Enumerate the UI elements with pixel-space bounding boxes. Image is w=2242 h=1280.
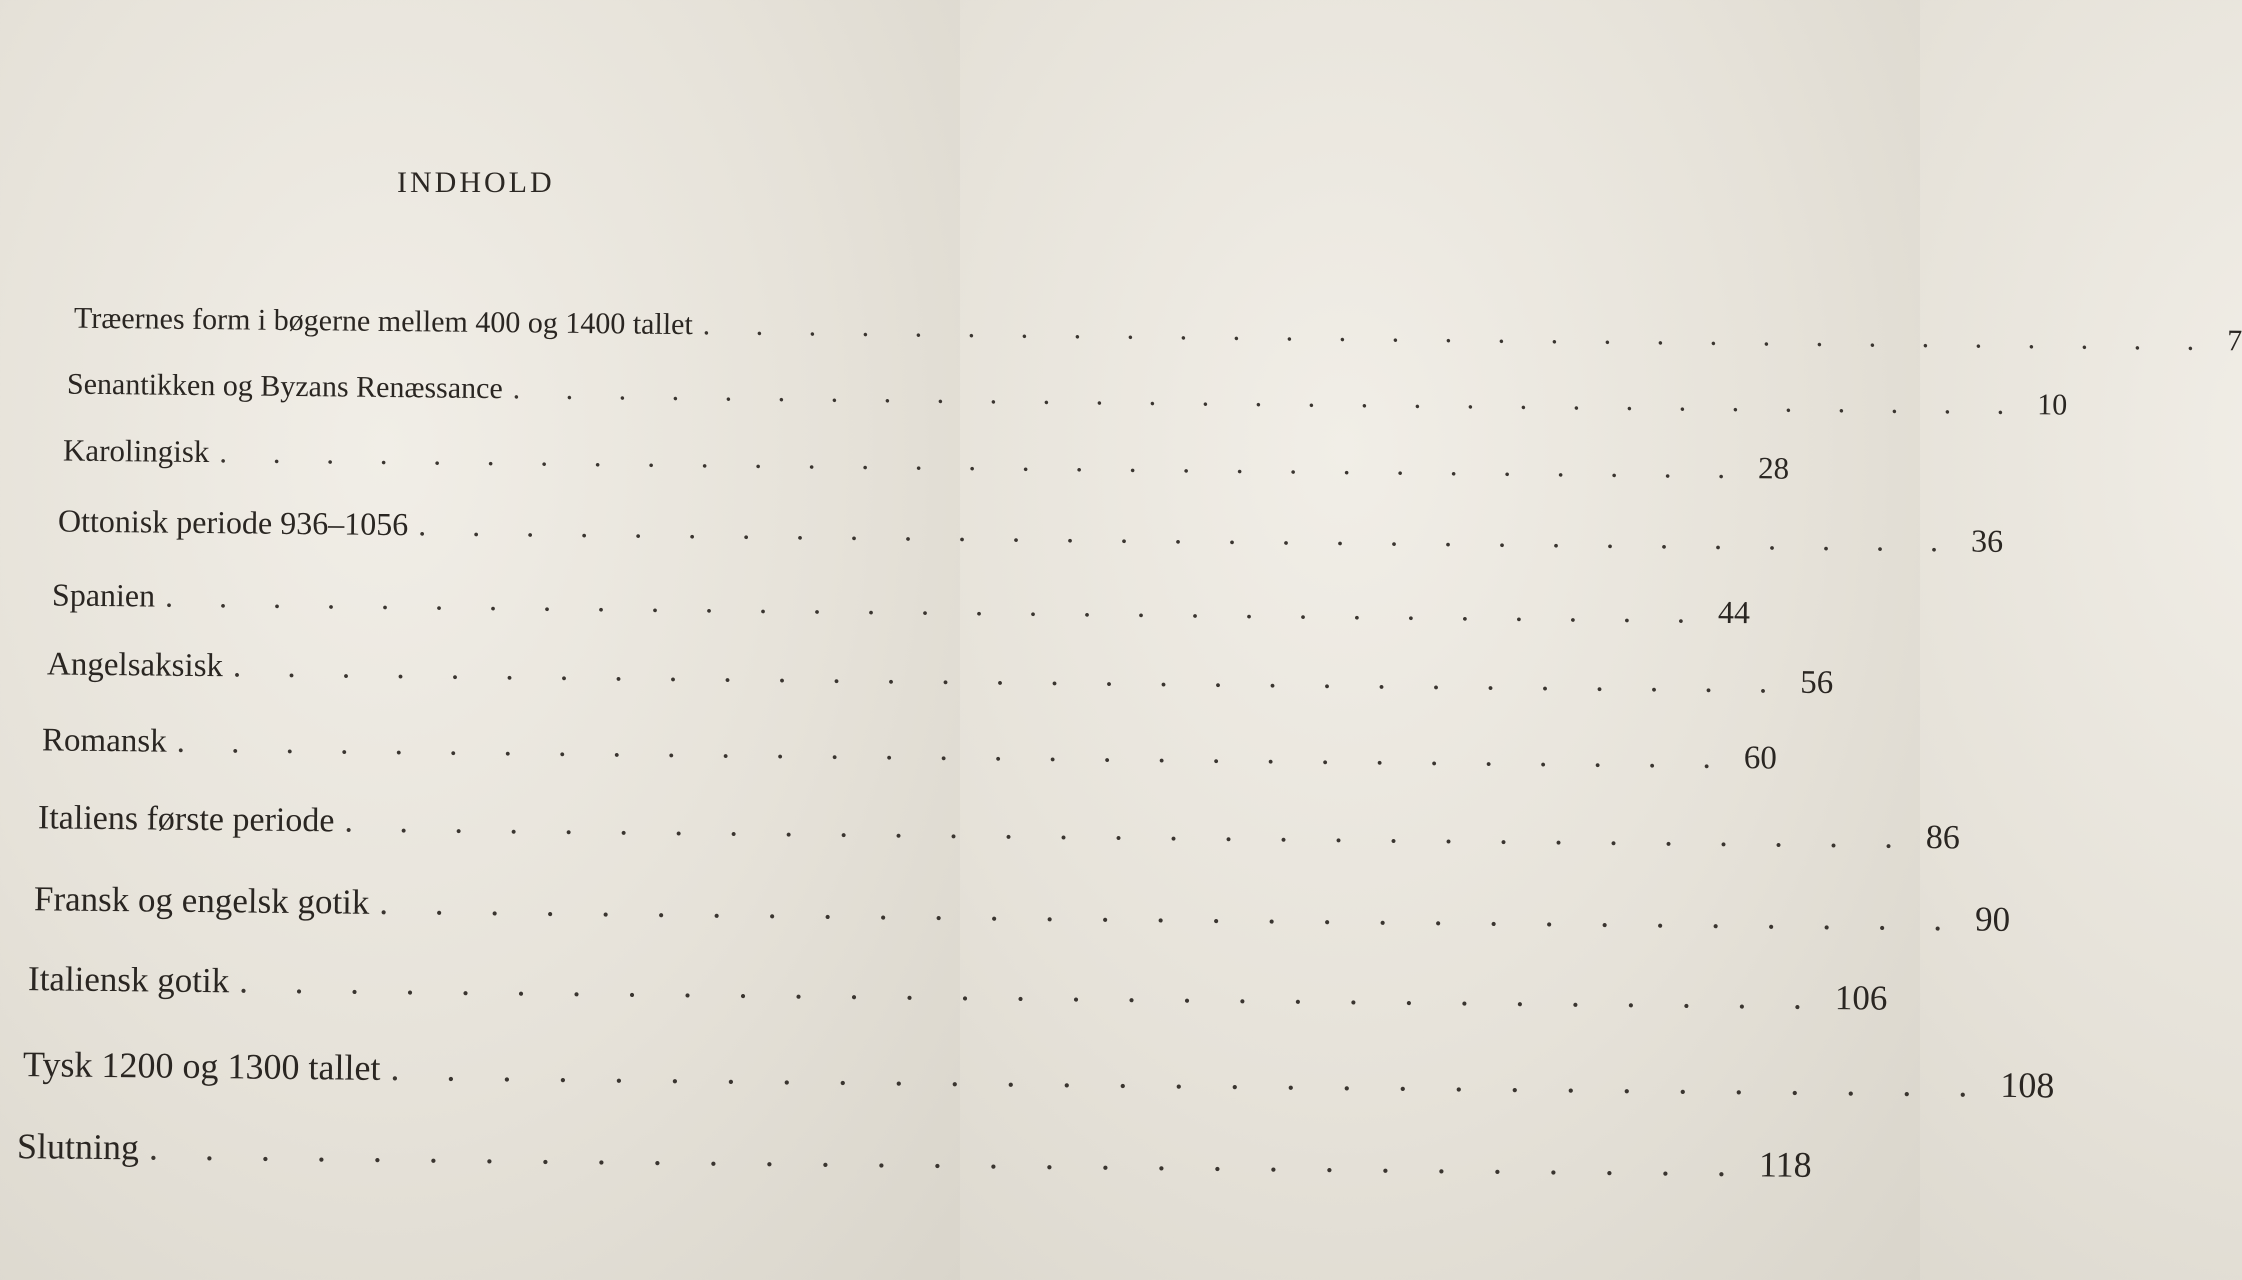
toc-entry-title: Italiens første periode [37, 799, 335, 840]
toc-leader-dots: . . . . . . . . . . . . . . . . . . . . . . . . . . . . . [390, 1047, 1987, 1105]
toc-leader-dots: . . . . . . . . . . . . . . . . . . . . . . . . . . . . . [379, 882, 1962, 939]
toc-leader-dots: . . . . . . . . . . . . . . . . . . . . . . . . . . . . . [176, 723, 1731, 777]
toc-entry-page: 108 [2000, 1064, 2055, 1106]
toc-entry [57, 502, 2004, 559]
toc-leader-dots: . . . . . . . . . . . . . . . . . . . . . . . . . . . . . [512, 372, 2024, 422]
toc-entry-title: Ottonisk periode 936–1056 [57, 502, 409, 543]
toc-leader-dots: . . . . . . . . . . . . . . . . . . . . . . . . . . . . . [702, 308, 2214, 358]
toc-entry-title: Senantikken og Byzans Renæssance [66, 367, 503, 406]
toc-entry-page: 10 [2036, 388, 2068, 422]
toc-entry [27, 959, 1888, 1018]
toc-leader-dots: . . . . . . . . . . . . . . . . . . . . . . . . . . . . . [219, 434, 1745, 486]
toc-entry-title: Slutning [16, 1126, 140, 1168]
toc-entry-page: 86 [1925, 819, 1961, 857]
toc-entry-page: 7 [2227, 324, 2242, 358]
toc-entry-title: Angelsaksisk [46, 646, 224, 685]
toc-entry-title: Spanien [51, 576, 156, 614]
toc-leader-dots: . . . . . . . . . . . . . . . . . . . . . . . . . . . . . [232, 648, 1787, 701]
toc-entry-title: Tysk 1200 og 1300 tallet [22, 1044, 381, 1088]
toc-entry [66, 367, 2068, 422]
toc-entry [46, 646, 1834, 702]
toc-leader-dots: . . . . . . . . . . . . . . . . . . . . . . . . . . . . . [418, 506, 1958, 559]
toc-entry-page: 56 [1799, 664, 1834, 702]
toc-entry-title: Fransk og engelsk gotik [33, 879, 370, 922]
toc-entry-page: 60 [1743, 740, 1778, 777]
toc-entry-title: Karolingisk [62, 432, 210, 470]
toc-entry [41, 722, 1778, 777]
toc-leader-dots: . . . . . . . . . . . . . . . . . . . . . . . . . . . . . [239, 961, 1822, 1017]
toc-entry [51, 576, 1751, 631]
toc-entry-page: 36 [1970, 522, 2004, 559]
toc-entry [73, 301, 2242, 358]
toc-entry-page: 90 [1974, 899, 2011, 939]
toc-entry-page: 106 [1834, 978, 1888, 1018]
page-title: INDHOLD [397, 166, 555, 199]
toc-entry-page: 28 [1757, 450, 1790, 486]
toc-leader-dots: . . . . . . . . . . . . . . . . . . . . . . . . . . . . . [164, 577, 1705, 630]
toc-leader-dots: . . . . . . . . . . . . . . . . . . . . . . . . . . . . . [344, 802, 1913, 856]
toc-entry [33, 879, 2011, 939]
toc-entry-title: Italiensk gotik [27, 959, 230, 1001]
toc-entry-page: 118 [1758, 1144, 1812, 1185]
toc-entry [22, 1043, 2055, 1106]
toc-entry [16, 1125, 1812, 1185]
toc-entry [37, 799, 1961, 857]
toc-leader-dots: . . . . . . . . . . . . . . . . . . . . . . . . . . . . . [148, 1127, 1746, 1185]
toc-entry-title: Romansk [41, 722, 167, 760]
toc-entry-page: 44 [1717, 593, 1751, 631]
toc-entry [62, 432, 1790, 486]
toc-entry-title: Træernes form i bøgerne mellem 400 og 1400 tallet [73, 301, 693, 342]
